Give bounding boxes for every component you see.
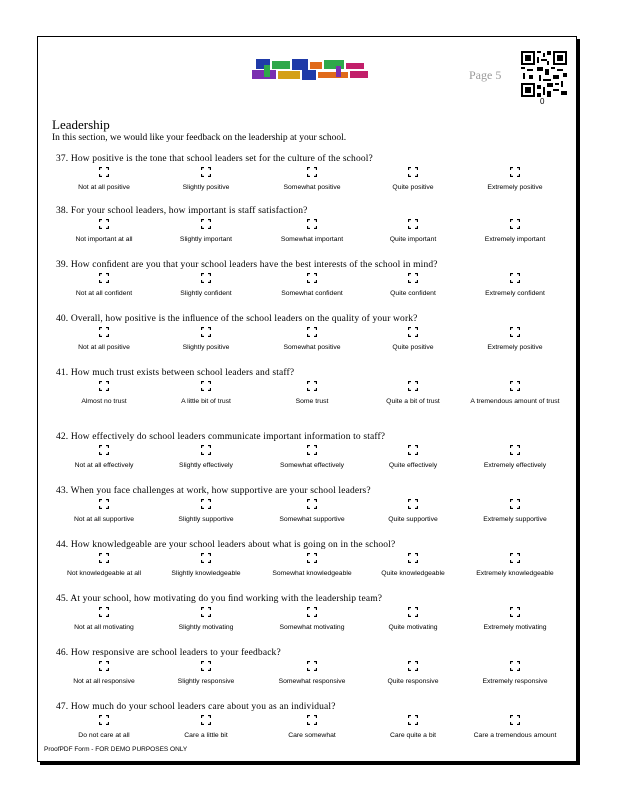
answer-option[interactable] [52,273,156,298]
answer-option-label: Slightly motivating [178,624,234,631]
answer-option-label: Slightly responsive [177,678,235,685]
answer-option-label: Quite responsive [387,678,439,685]
answer-option-label: A little bit of trust [181,398,231,405]
answer-option[interactable] [361,445,465,470]
question-text: 45. At your school, how motivating do you ﬁnd working with the leadership team? [56,594,383,604]
answer-option-label: Care somewhat [288,732,336,739]
answer-option[interactable] [52,715,156,740]
answer-option-label: Do not care at all [78,732,130,739]
answer-option-label: Not at all conﬁdent [75,290,133,297]
form-page [37,36,577,762]
answer-option[interactable] [463,607,567,632]
answer-option[interactable] [361,381,465,406]
answer-option-label: Care quite a bit [389,732,437,739]
checkbox-icon [201,499,211,509]
answer-option[interactable] [260,167,364,192]
answer-option[interactable] [52,327,156,352]
checkbox-icon [408,445,418,455]
answer-option-label: Somewhat positive [283,184,341,191]
question-text: 38. For your school leaders, how important is staff satisfaction? [56,206,308,216]
answer-option-label: Quite positive [392,184,434,191]
answer-option[interactable] [260,661,364,686]
answer-option[interactable] [463,167,567,192]
checkbox-icon [510,273,520,283]
checkbox-icon [201,661,211,671]
answer-option[interactable] [52,445,156,470]
answer-option-label: Extremely positive [487,184,543,191]
answer-option[interactable] [361,607,465,632]
answer-option[interactable] [260,219,364,244]
qr-value: 0 [540,97,545,106]
checkbox-icon [201,219,211,229]
answer-option[interactable] [52,661,156,686]
answer-option[interactable] [154,327,258,352]
answer-option-label: Not at all responsive [73,678,135,685]
answer-option[interactable] [463,445,567,470]
checkbox-icon [510,607,520,617]
checkbox-icon [510,499,520,509]
answer-option-label: Slightly positive [182,184,230,191]
section-title: Leadership [52,117,110,132]
checkbox-icon [307,553,317,563]
answer-option-label: Somewhat knowledgeable [272,570,352,577]
checkbox-icon [510,219,520,229]
answer-option-label: Extremely motivating [483,624,547,631]
checkbox-icon [99,381,109,391]
answer-option-label: Slightly important [179,236,233,243]
answer-option-label: Almost no trust [81,398,127,405]
checkbox-icon [99,445,109,455]
answer-option-label: Quite supportive [388,516,438,523]
answer-option-label: Quite important [389,236,437,243]
answer-option-label: Extremely knowledgeable [476,570,554,577]
answer-option-label: Quite knowledgeable [381,570,445,577]
answer-option[interactable] [154,553,258,578]
answer-option[interactable] [463,661,567,686]
answer-option[interactable] [361,553,465,578]
answer-option-label: Not at all positive [78,184,130,191]
answer-option[interactable] [52,381,156,406]
answer-option-label: Quite effectively [388,462,438,469]
checkbox-icon [99,219,109,229]
answer-option-label: Somewhat conﬁdent [281,290,343,297]
question-text: 47. How much do your school leaders care about you as an individual? [56,702,336,712]
answer-option[interactable] [463,327,567,352]
answer-option[interactable] [463,219,567,244]
checkbox-icon [510,445,520,455]
checkbox-icon [201,381,211,391]
answer-option[interactable] [361,715,465,740]
answer-option[interactable] [361,327,465,352]
question-text: 39. How conﬁdent are you that your school leaders have the best interests of the school in mind? [56,260,438,270]
checkbox-icon [307,445,317,455]
answer-option-label: Somewhat effectively [279,462,345,469]
answer-option-label: Not knowledgeable at all [66,570,142,577]
answer-option-label: Quite conﬁdent [390,290,436,297]
answer-option[interactable] [154,167,258,192]
checkbox-icon [408,327,418,337]
checkbox-icon [307,499,317,509]
checkbox-icon [408,607,418,617]
answer-option-label: Extremely conﬁdent [485,290,545,297]
qr-code-icon [521,51,567,97]
answer-option[interactable] [361,499,465,524]
checkbox-icon [510,715,520,725]
answer-option-label: Care a tremendous amount [473,732,557,739]
answer-option-label: Somewhat motivating [279,624,345,631]
answer-option-label: Slightly knowledgeable [171,570,241,577]
answer-option[interactable] [154,273,258,298]
answer-option[interactable] [463,553,567,578]
checkbox-icon [201,607,211,617]
question-text: 44. How knowledgeable are your school leaders about what is going on in the school? [56,540,396,550]
answer-option[interactable] [361,661,465,686]
answer-option[interactable] [154,219,258,244]
page-number: Page 5 [469,68,502,82]
checkbox-icon [510,167,520,177]
answer-option[interactable] [361,219,465,244]
checkbox-icon [307,219,317,229]
answer-option-label: Slightly effectively [179,462,233,469]
checkbox-icon [408,273,418,283]
answer-option[interactable] [463,715,567,740]
checkbox-icon [99,715,109,725]
checkbox-icon [99,273,109,283]
answer-option[interactable] [260,381,364,406]
checkbox-icon [99,553,109,563]
answer-option[interactable] [260,553,364,578]
answer-option[interactable] [260,327,364,352]
checkbox-icon [408,715,418,725]
answer-option-label: Extremely effectively [483,462,547,469]
school-logo [250,57,372,83]
answer-option-label: Extremely responsive [482,678,548,685]
checkbox-icon [408,167,418,177]
checkbox-icon [201,553,211,563]
answer-option-label: Some trust [295,398,329,405]
checkbox-icon [307,607,317,617]
question-text: 43. When you face challenges at work, how supportive are your school leaders? [56,486,371,496]
checkbox-icon [201,715,211,725]
question-text: 46. How responsive are school leaders to your feedback? [56,648,281,658]
checkbox-icon [408,381,418,391]
answer-option[interactable] [154,715,258,740]
checkbox-icon [510,327,520,337]
answer-option-label: Quite a bit of trust [386,398,440,405]
answer-option-label: Not at all effectively [74,462,134,469]
answer-option-label: Not at all positive [78,344,130,351]
checkbox-icon [201,445,211,455]
footer-note: ProofPDF Form - FOR DEMO PURPOSES ONLY [44,746,188,753]
checkbox-icon [307,661,317,671]
answer-option-label: Slightly positive [182,344,230,351]
checkbox-icon [99,327,109,337]
answer-option-label: Extremely supportive [483,516,547,523]
checkbox-icon [99,661,109,671]
answer-option-label: Not at all motivating [74,624,134,631]
answer-option-label: Somewhat responsive [278,678,346,685]
answer-option[interactable] [260,715,364,740]
answer-option-label: Slightly supportive [178,516,234,523]
answer-option[interactable] [260,445,364,470]
answer-option[interactable] [52,607,156,632]
answer-option-label: A tremendous amount of trust [470,398,560,405]
answer-option[interactable] [154,607,258,632]
answer-option-label: Quite motivating [388,624,438,631]
checkbox-icon [510,661,520,671]
answer-option-label: Somewhat supportive [279,516,345,523]
answer-option-label: Quite positive [392,344,434,351]
answer-option[interactable] [361,273,465,298]
answer-option[interactable] [154,661,258,686]
checkbox-icon [201,167,211,177]
answer-option-label: Extremely important [484,236,546,243]
question-text: 40. Overall, how positive is the inﬂuence of the school leaders on the quality of your work? [56,314,418,324]
checkbox-icon [408,499,418,509]
answer-option-label: Not important at all [75,236,133,243]
answer-option-label: Not at all supportive [73,516,135,523]
checkbox-icon [307,167,317,177]
checkbox-icon [307,715,317,725]
answer-option[interactable] [52,499,156,524]
checkbox-icon [307,327,317,337]
answer-option[interactable] [463,273,567,298]
answer-option[interactable] [260,607,364,632]
answer-option[interactable] [52,219,156,244]
answer-option[interactable] [260,273,364,298]
checkbox-icon [408,219,418,229]
answer-option[interactable] [52,167,156,192]
answer-option-label: Care a little bit [184,732,228,739]
answer-option[interactable] [463,381,567,406]
answer-option-label: Somewhat positive [283,344,341,351]
checkbox-icon [99,167,109,177]
answer-option[interactable] [154,381,258,406]
answer-option-label: Slightly conﬁdent [180,290,232,297]
checkbox-icon [99,607,109,617]
section-intro: In this section, we would like your feedback on the leadership at your school. [52,133,347,143]
checkbox-icon [99,499,109,509]
checkbox-icon [408,661,418,671]
checkbox-icon [510,553,520,563]
checkbox-icon [307,273,317,283]
answer-option[interactable] [260,499,364,524]
answer-option-label: Somewhat important [280,236,344,243]
checkbox-icon [510,381,520,391]
checkbox-icon [201,273,211,283]
answer-option[interactable] [52,553,156,578]
checkbox-icon [408,553,418,563]
answer-option[interactable] [154,499,258,524]
question-text: 42. How effectively do school leaders communicate important information to staff? [56,432,386,442]
answer-option[interactable] [154,445,258,470]
question-text: 37. How positive is the tone that school leaders set for the culture of the school? [56,154,373,164]
question-text: 41. How much trust exists between school leaders and staff? [56,368,295,378]
answer-option[interactable] [463,499,567,524]
answer-option-label: Extremely positive [487,344,543,351]
answer-option[interactable] [361,167,465,192]
checkbox-icon [307,381,317,391]
checkbox-icon [201,327,211,337]
